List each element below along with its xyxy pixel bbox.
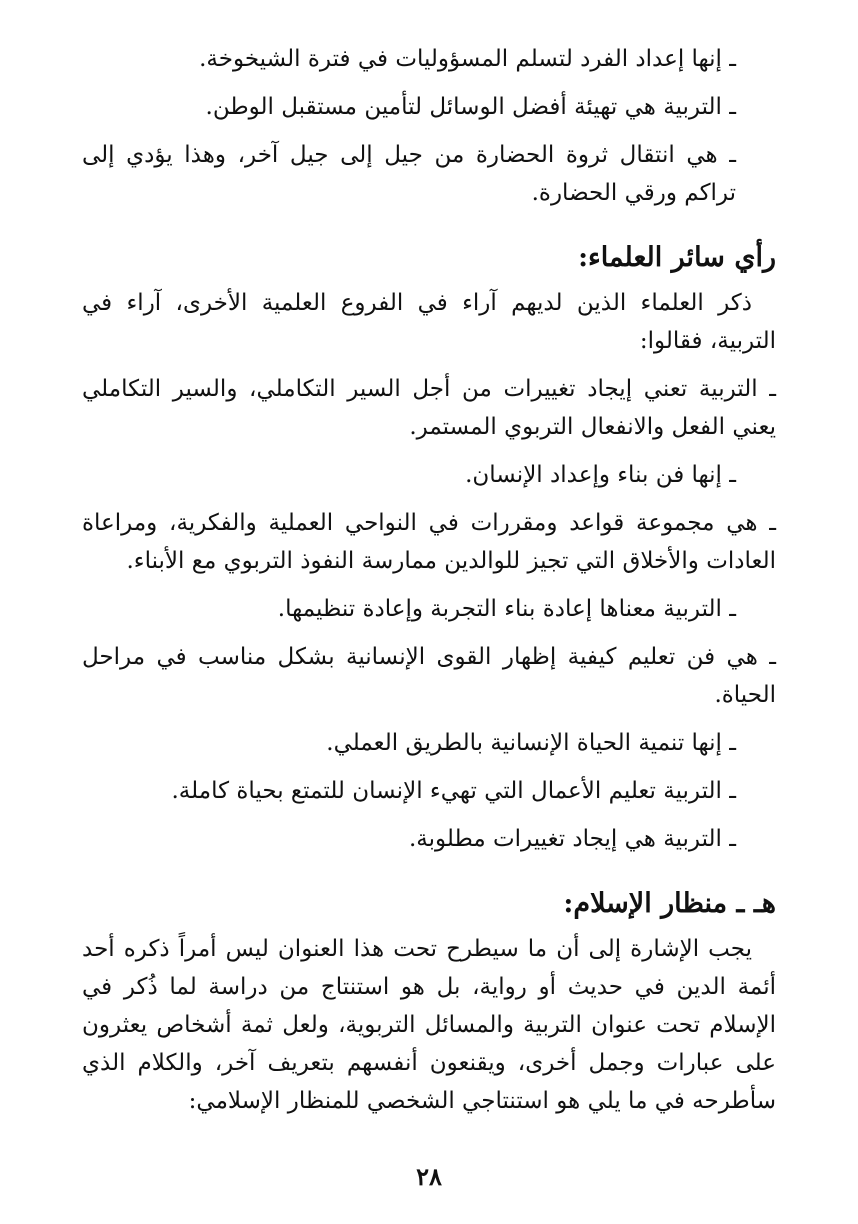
islam-heading: هـ ـ منظار الإسلام: (563, 888, 776, 919)
scholars-bullet-5: ـ هي فن تعليم كيفية إظهار القوى الإنسانية بشكل مناسب في مراحل الحياة. (82, 644, 776, 708)
scholars-bullet-2: ـ إنها فن بناء وإعداد الإنسان. (465, 462, 736, 488)
intro-bullet-3: ـ هي انتقال ثروة الحضارة من جيل إلى جيل آخر، وهذا يؤدي إلى تراكم ورقي الحضارة. (82, 142, 736, 206)
page-number: ٢٨ (416, 1162, 442, 1191)
scholars-intro: ذكر العلماء الذين لديهم آراء في الفروع العلمية الأخرى، آراء في التربية، فقالوا: (82, 290, 776, 354)
page-body (82, 40, 776, 1120)
scholars-bullet-6: ـ إنها تنمية الحياة الإنسانية بالطريق العملي. (326, 730, 736, 756)
islam-paragraph: يجب الإشارة إلى أن ما سيطرح تحت هذا العنوان ليس أمراً ذكره أحد أئمة الدين في حديث أو رواية، بل هو استنتاج من دراسة لما ذُكر في الإسلام تحت عنوان التربية والمسائل التربوية، ولعل ثمة أشخاص يعثرون على عبارات وجمل أخرى، ويقنعون أنفسهم بتعريف آخر، والكلام الذي سأطرحه في ما يلي هو استنتاجي الشخصي للمنظار الإسلامي: (82, 936, 776, 1114)
scholars-bullet-1: ـ التربية تعني إيجاد تغييرات من أجل السير التكاملي، والسير التكاملي يعني الفعل والانفعال التربوي المستمر. (82, 376, 776, 440)
intro-bullet-2: ـ التربية هي تهيئة أفضل الوسائل لتأمين مستقبل الوطن. (205, 94, 736, 120)
scholars-bullet-3: ـ هي مجموعة قواعد ومقررات في النواحي العملية والفكرية، ومراعاة العادات والأخلاق التي تجيز للوالدين ممارسة النفوذ التربوي مع الأبناء. (82, 510, 776, 574)
scholars-bullet-4: ـ التربية معناها إعادة بناء التجربة وإعادة تنظيمها. (277, 596, 736, 622)
scholars-heading: رأي سائر العلماء: (578, 242, 776, 273)
scholars-bullet-8: ـ التربية هي إيجاد تغييرات مطلوبة. (408, 826, 736, 852)
scholars-bullet-7: ـ التربية تعليم الأعمال التي تهيء الإنسان للتمتع بحياة كاملة. (171, 778, 736, 804)
intro-bullet-1: ـ إنها إعداد الفرد لتسلم المسؤوليات في فترة الشيخوخة. (199, 46, 736, 72)
